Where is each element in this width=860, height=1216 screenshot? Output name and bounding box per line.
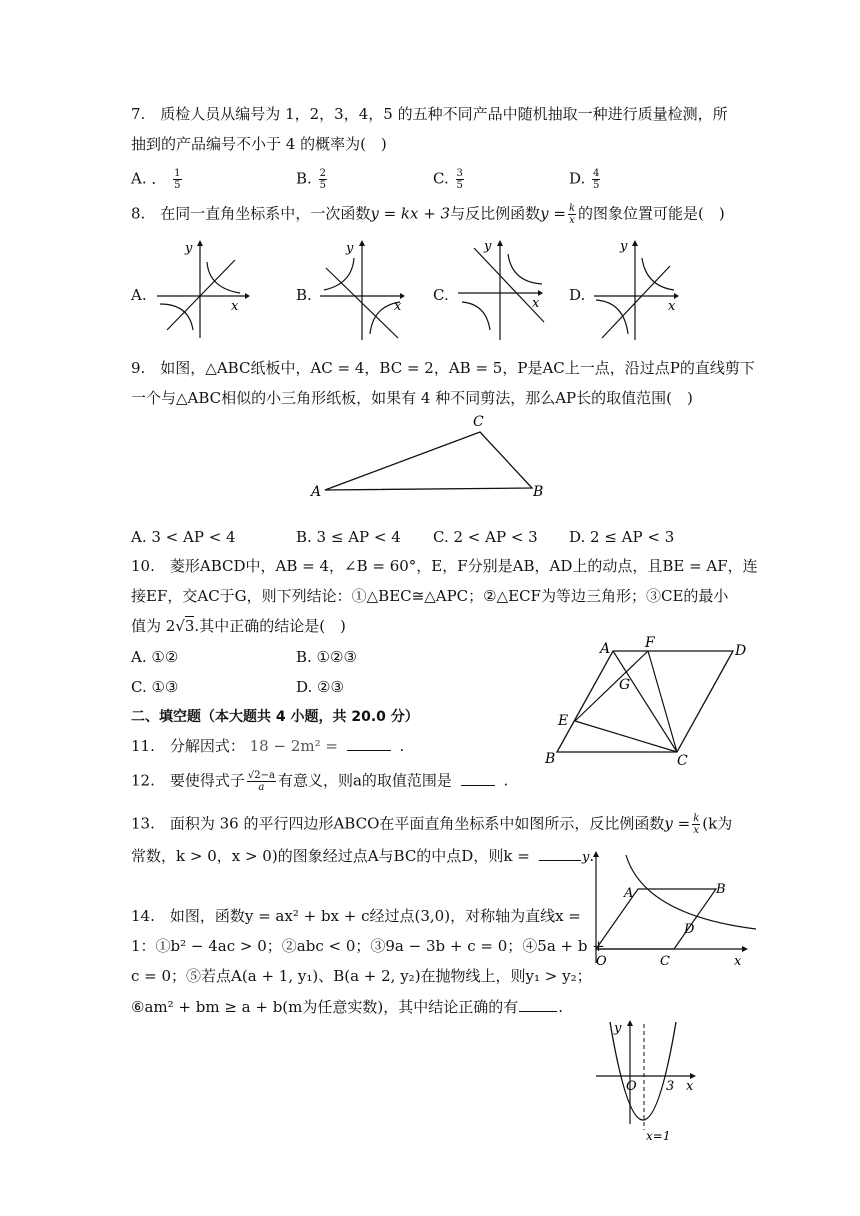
option-label: B. — [296, 169, 312, 188]
numerator: 1 — [174, 168, 181, 179]
q14-stem-line4 — [131, 997, 563, 1017]
x-label: x — [686, 1079, 694, 1094]
q11-text: 11. 分解因式： — [131, 737, 245, 755]
x-label: x — [394, 299, 402, 314]
x-arrow-icon — [742, 946, 748, 952]
y-label: y — [185, 241, 193, 256]
numerator: 2 — [319, 168, 326, 179]
y-label: y — [614, 1021, 622, 1036]
fraction — [456, 168, 464, 191]
y-label: y — [346, 241, 354, 256]
fraction — [319, 168, 327, 191]
q14-end: . — [558, 998, 564, 1016]
point-g-label: G — [619, 677, 631, 693]
parallelogram-abco — [596, 889, 716, 949]
point-a-label: A — [311, 484, 322, 500]
q9-option-d: D. 2 ≤ AP < 3 — [569, 528, 675, 546]
denominator: x — [569, 215, 575, 226]
x-label: x — [734, 954, 742, 969]
numerator: √2−a — [247, 770, 275, 781]
q8-graph-c — [456, 238, 551, 343]
q7-stem-line2: 抽到的产品编号不小于 4 的概率为( ) — [131, 135, 387, 153]
q9-stem-line2: 一个与△ABC相似的小三角形纸板，如果有 4 种不同剪法，那么AP长的取值范围( ) — [131, 389, 693, 407]
option-label: C. — [433, 169, 449, 188]
q14-text-line4: ⑥am² + bm ≥ a + b(m为任意实数)，其中结论正确的有 — [131, 998, 519, 1016]
point-d-label: D — [684, 922, 695, 937]
section-fill-in-title: 二、填空题（本大题共 4 小题，共 20.0 分） — [131, 709, 419, 725]
denominator: 5 — [456, 180, 463, 191]
q14-parabola-figure — [592, 1018, 707, 1143]
q8-inverse-lhs: y = — [540, 204, 566, 223]
denominator: 5 — [593, 180, 600, 191]
answer-blank[interactable] — [519, 997, 557, 1012]
point-e-label: E — [558, 713, 569, 729]
q10-text-end: .其中正确的结论是( ) — [194, 617, 346, 635]
point-c-label: C — [660, 954, 670, 969]
q11-expression: 18 − 2m² = — [249, 737, 338, 755]
denominator: a — [258, 782, 265, 793]
q12-text: 12. 要使得式子 — [131, 771, 245, 790]
fraction — [568, 203, 576, 226]
answer-blank[interactable] — [461, 771, 495, 786]
q8-text-suffix: 的图象位置可能是( ) — [578, 204, 725, 223]
parabola-graph — [610, 1022, 676, 1120]
hyperbola-branch — [508, 254, 542, 284]
q10-stem-line3 — [131, 616, 346, 636]
q8-text-mid: 与反比例函数 — [450, 204, 541, 223]
hyperbola-branch — [596, 300, 628, 334]
q13-text-b: (k为 — [702, 814, 733, 833]
x-arrow-icon — [245, 293, 250, 299]
point-b-label: B — [716, 882, 726, 897]
point-d-label: D — [735, 643, 747, 659]
y-arrow-icon — [632, 240, 638, 246]
q8-linear-eq: y = kx + 3 — [370, 204, 451, 223]
y-label: y — [620, 239, 628, 254]
hyperbola-branch — [324, 258, 354, 290]
q8-graph-d — [592, 238, 687, 343]
q13-end: . — [589, 847, 595, 865]
fraction — [692, 813, 700, 836]
q10-option-d: D. ②③ — [296, 678, 344, 696]
segment-ef — [575, 651, 648, 721]
q14-stem-line3: c = 0；⑤若点A(a + 1, y₁)、B(a + 2, y₂)在抛物线上，则y₁ > y₂； — [131, 967, 592, 985]
y-label: y — [582, 850, 590, 865]
y-arrow-icon — [359, 240, 365, 246]
q13-stem-line1 — [131, 813, 732, 836]
q7-option-a — [131, 168, 184, 191]
denominator: x — [693, 825, 700, 836]
hyperbola-branch — [642, 258, 674, 290]
point-a-label: A — [624, 886, 634, 901]
x-label: x — [231, 299, 239, 314]
y-arrow-icon — [197, 240, 203, 246]
q7-option-d — [569, 168, 602, 191]
origin-label: O — [626, 1079, 637, 1094]
q10-option-a: A. ①② — [131, 648, 179, 666]
q10-text: 值为 2 — [131, 617, 176, 635]
hyperbola-branch — [462, 302, 490, 330]
point-c-label: C — [473, 414, 484, 430]
segment-fc — [648, 651, 677, 752]
x-label: x — [668, 299, 676, 314]
q8-graph-b — [318, 238, 413, 343]
origin-label: O — [596, 954, 607, 969]
q13-eq-lhs: y = — [664, 814, 691, 833]
q7-option-c — [433, 168, 466, 191]
point-a-label: A — [600, 641, 611, 657]
q9-option-a: A. 3 < AP < 4 — [131, 528, 236, 546]
option-label: A. ． — [131, 169, 167, 188]
q14-stem-line1: 14. 如图，函数y = ax² + bx + c经过点(3,0)，对称轴为直线x = — [131, 907, 581, 925]
hyperbola-branch — [207, 262, 240, 293]
q8-graph-a — [155, 238, 250, 343]
diagonal-ac — [613, 651, 677, 752]
point-b-label: B — [533, 484, 544, 500]
triangle-abc — [325, 432, 532, 490]
q12-stem — [131, 770, 508, 793]
q10-option-c: C. ①③ — [131, 678, 179, 696]
q7-stem-line1: 7. 质检人员从编号为 1，2，3，4，5 的五种不同产品中随机抽取一种进行质量检测，所 — [131, 105, 728, 123]
q10-stem-line2: 接EF，交AC于G，则下列结论：①△BEC≅△APC；②△ECF为等边三角形；③CE的最小 — [131, 587, 729, 605]
q8-stem — [131, 203, 725, 226]
numerator: k — [693, 813, 700, 824]
symmetry-axis-label: x=1 — [646, 1129, 671, 1143]
fraction — [592, 168, 600, 191]
x-label: x — [532, 296, 540, 311]
q8-option-d-label: D. — [569, 286, 586, 304]
q10-option-b: B. ①②③ — [296, 648, 357, 666]
fraction — [173, 168, 181, 191]
point-b-label: B — [545, 751, 556, 767]
q9-option-b: B. 3 ≤ AP < 4 — [296, 528, 401, 546]
q13-text-line2: 常数，k > 0，x > 0)的图象经过点A与BC的中点D，则k = — [131, 847, 530, 865]
option-label: D. — [569, 169, 586, 188]
q8-option-a-label: A. — [131, 286, 147, 304]
y-arrow-icon — [593, 851, 599, 857]
q12-end: . — [503, 771, 509, 790]
y-arrow-icon — [627, 1020, 633, 1026]
numerator: k — [568, 203, 575, 214]
sqrt-radicand: 3 — [184, 617, 195, 635]
q14-stem-line2: 1：①b² − 4ac > 0；②abc < 0；③9a − 3b + c = 0；④5a + b + — [131, 937, 605, 955]
q10-stem-line1: 10. 菱形ABCD中，AB = 4，∠B = 60°，E，F分别是AB，AD上的动点，且BE = AF，连 — [131, 557, 758, 575]
q12-text-suffix: 有意义，则a的取值范围是 — [277, 771, 452, 790]
inverse-curve — [626, 855, 756, 929]
q9-triangle-figure — [305, 410, 555, 505]
q9-stem-line1: 9. 如图，△ABC纸板中，AC = 4，BC = 2，AB = 5，P是AC上一点，沿过点P的直线剪下 — [131, 359, 755, 377]
linear-graph — [602, 266, 670, 338]
point-f-label: F — [645, 635, 655, 651]
q7-option-b — [296, 168, 329, 191]
q11-end: . — [399, 737, 405, 755]
fraction — [247, 770, 276, 793]
y-arrow-icon — [497, 240, 503, 246]
q8-option-b-label: B. — [296, 286, 312, 304]
y-label: y — [484, 239, 492, 254]
numerator: 4 — [593, 168, 600, 179]
q8-option-c-label: C. — [433, 286, 449, 304]
segment-ec — [575, 721, 677, 752]
point-c-label: C — [677, 753, 688, 769]
q13-text: 13. 面积为 36 的平行四边形ABCO在平面直角坐标系中如图所示，反比例函数 — [131, 814, 665, 833]
x-intercept-label: 3 — [666, 1079, 675, 1094]
denominator: 5 — [319, 180, 326, 191]
q8-text-prefix: 8. 在同一直角坐标系中，一次函数 — [131, 204, 371, 223]
sqrt-symbol: √ — [175, 617, 185, 635]
linear-graph — [167, 260, 235, 330]
numerator: 3 — [456, 168, 463, 179]
q11-stem — [131, 736, 404, 756]
answer-blank[interactable] — [347, 736, 391, 751]
q10-rhombus-figure — [545, 635, 760, 770]
denominator: 5 — [174, 180, 181, 191]
q13-stem-line2 — [131, 846, 594, 866]
q9-option-c: C. 2 < AP < 3 — [433, 528, 538, 546]
